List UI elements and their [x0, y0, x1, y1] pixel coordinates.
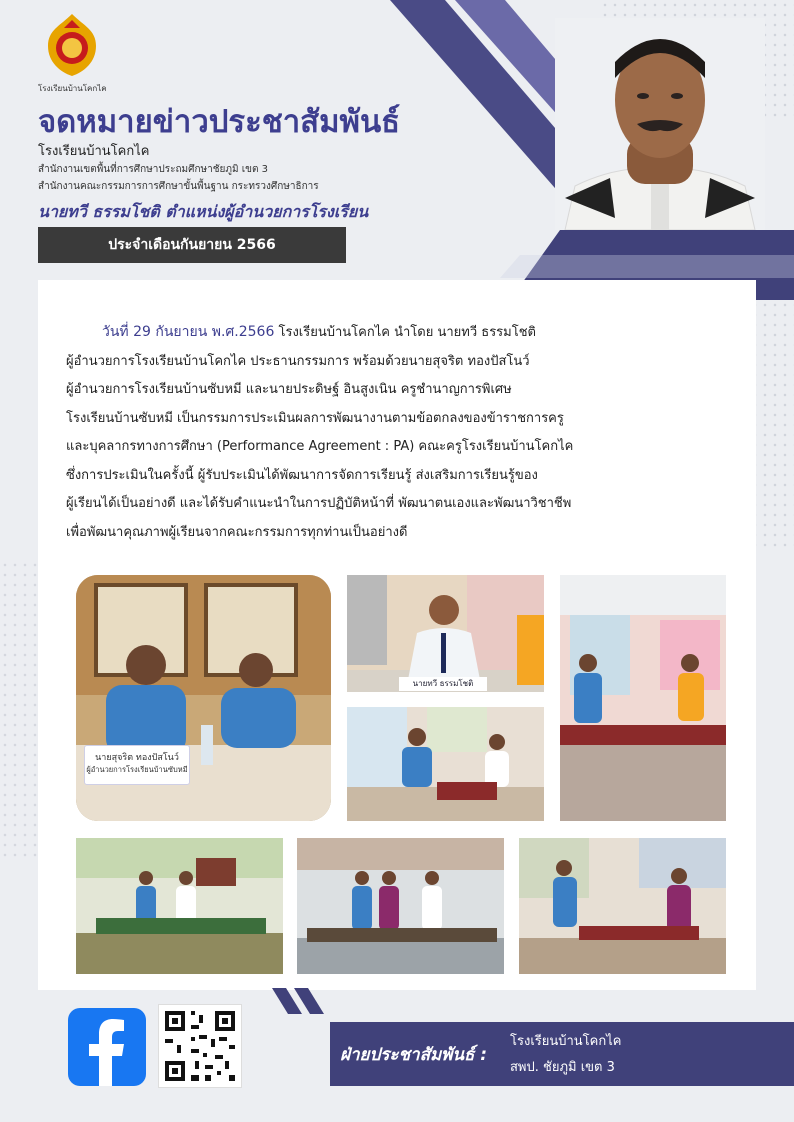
article-body	[66, 318, 746, 547]
photo-classroom-visit-4	[297, 838, 504, 974]
article-line-4: โรงเรียนบ้านซับหมี เป็นกรรมการประเมินผลการพัฒนางานตามข้อตกลงของข้าราชการครู	[66, 410, 564, 426]
qr-code[interactable]	[158, 1004, 242, 1088]
article-line-1: วันที่ 29 กันยายน พ.ศ.2566 โรงเรียนบ้านโคกไค นำโดย นายทวี ธรรมโชติ	[102, 324, 536, 340]
footer-chevrons	[272, 988, 342, 1014]
nameplate-left: นายสุจริต ทองปัสโนว์ ผู้อำนวยการโรงเรียนบ้านซับหมี	[84, 745, 190, 785]
nameplate-mid: นายทวี ธรรมโชติ	[399, 677, 487, 691]
article-line-3: ผู้อำนวยการโรงเรียนบ้านซับหมี และนายประดิษฐ์ อินสูงเนิน ครูชำนาญการพิเศษ	[66, 382, 512, 397]
article-line-5: และบุคลากรทางการศึกษา (Performance Agreement : PA) คณะครูโรงเรียนบ้านโคกไค	[66, 439, 574, 454]
school-logo	[38, 12, 107, 93]
facebook-icon	[68, 1008, 146, 1086]
photo-classroom-visit-5	[519, 838, 726, 974]
month-badge	[38, 227, 346, 263]
school-logo-icon	[40, 12, 104, 78]
article-line-8: เพื่อพัฒนาคุณภาพผู้เรียนจากคณะกรรมการทุกท่านเป็นอย่างดี	[66, 524, 408, 540]
facebook-link[interactable]	[68, 1008, 146, 1086]
office-line-2: สำนักงานคณะกรรมการการศึกษาขั้นพื้นฐาน กระทรวงศึกษาธิการ	[38, 181, 319, 192]
article-date: วันที่ 29 กันยายน พ.ศ.2566	[102, 324, 275, 340]
photo-classroom-visit-1	[347, 707, 544, 821]
footer-org-line-1: โรงเรียนบ้านโคกไค	[510, 1034, 622, 1049]
school-name: โรงเรียนบ้านโคกไค	[38, 144, 150, 159]
page-title: จดหมายข่าวประชาสัมพันธ์	[38, 104, 401, 140]
photo-committee-meeting	[76, 575, 331, 821]
month-badge-label: ประจำเดือนกันยายน 2566	[108, 237, 276, 253]
photo-director-desk	[347, 575, 544, 692]
logo-caption: โรงเรียนบ้านโคกไค	[38, 84, 107, 93]
footer-org-line-2: สพป. ชัยภูมิ เขต 3	[510, 1060, 615, 1075]
article-line-2: ผู้อำนวยการโรงเรียนบ้านโคกไค ประธานกรรมการ พร้อมด้วยนายสุจริต ทองปัสโนว์	[66, 353, 530, 369]
qr-code-icon	[159, 1005, 241, 1087]
article-line-7: ผู้เรียนได้เป็นอย่างดี และได้รับคำแนะนำในการปฏิบัติหน้าที่ พัฒนาตนเองและพัฒนาวิชาชีพ	[66, 496, 572, 511]
footer-pr-label: ฝ่ายประชาสัมพันธ์ :	[340, 1045, 488, 1065]
director-photo	[555, 18, 765, 230]
photo-classroom-visit-2	[560, 575, 726, 821]
director-line: นายทวี ธรรมโชติ ตำแหน่งผู้อำนวยการโรงเรียน	[38, 202, 369, 221]
office-line-1: สำนักงานเขตพื้นที่การศึกษาประถมศึกษาชัยภูมิ เขต 3	[38, 164, 269, 175]
photo-classroom-visit-3	[76, 838, 283, 974]
article-line-6: ซึ่งการประเมินในครั้งนี้ ผู้รับประเมินได้พัฒนาการจัดการเรียนรู้ ส่งเสริมการเรียนรู้ของ	[66, 467, 538, 483]
